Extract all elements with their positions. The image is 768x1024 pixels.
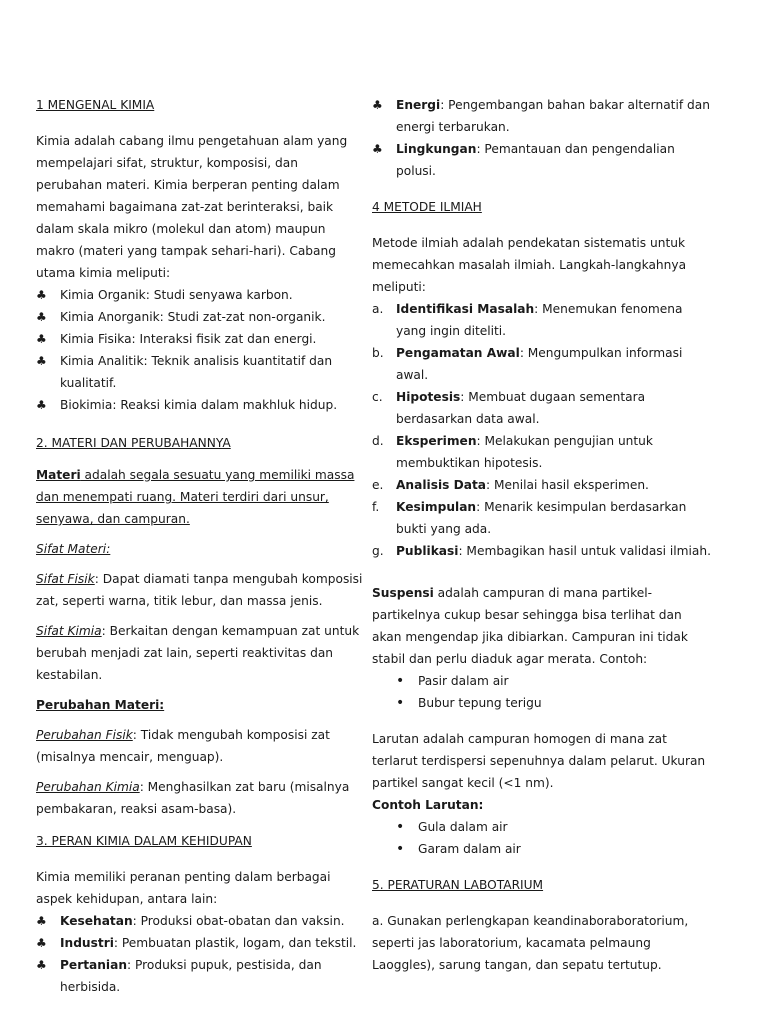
- left-column: [36, 94, 366, 998]
- perubahan-kimia-text: : Menghasilkan zat baru (misalnya pembakaran, reaksi asam-basa).: [36, 780, 350, 816]
- larutan-example-list: [372, 816, 712, 860]
- perubahan-materi-title: Perubahan Materi:: [36, 698, 165, 712]
- sifat-kimia-paragraph: [36, 620, 366, 686]
- list-item: [372, 94, 712, 138]
- sifat-kimia-term: Sifat Kimia: [36, 624, 102, 638]
- list-item: ♣ Biokimia: Reaksi kimia dalam makhluk hidup.: [36, 394, 366, 416]
- method-steps-list: [372, 298, 712, 562]
- section-5-title: 5. PERATURAN LABOTARIUM: [372, 878, 544, 892]
- list-item: [372, 386, 712, 430]
- suspensi-paragraph: [372, 582, 712, 670]
- right-column: [372, 94, 712, 976]
- list-item: [36, 910, 366, 932]
- materi-definition: [36, 464, 366, 530]
- role-text: : Pemantauan dan pengendalian polusi.: [396, 142, 675, 178]
- perubahan-kimia-term: Perubahan Kimia: [36, 780, 140, 794]
- role-term: Pertanian: [60, 958, 128, 972]
- list-item: [372, 138, 712, 182]
- perubahan-materi-heading: [36, 694, 366, 716]
- list-item: • Garam dalam air: [372, 838, 712, 860]
- step-text: : Menarik kesimpulan berdasarkan bukti yang ada.: [396, 500, 687, 536]
- section-3-title: 3. PERAN KIMIA DALAM KEHIDUPAN: [36, 834, 252, 848]
- suspensi-example-list: [372, 670, 712, 714]
- larutan-paragraph: Larutan adalah campuran homogen di mana zat terlarut terdispersi sepenuhnya dalam pelarut. Ukuran partikel sangat kecil (<1 nm).: [372, 732, 706, 790]
- step-marker: a.: [372, 302, 384, 316]
- perubahan-fisik-term: Perubahan Fisik: [36, 728, 133, 742]
- step-marker: c.: [372, 390, 383, 404]
- section-2-title: 2. MATERI DAN PERUBAHANNYA: [36, 436, 231, 450]
- role-term: Kesehatan: [60, 914, 133, 928]
- role-term: Lingkungan: [396, 142, 477, 156]
- role-text: : Pembuatan plastik, logam, dan tekstil.: [113, 936, 357, 950]
- step-term: Hipotesis: [396, 390, 461, 404]
- list-item: • Bubur tepung terigu: [372, 692, 712, 714]
- step-marker: f.: [372, 500, 380, 514]
- sifat-fisik-paragraph: [36, 568, 366, 612]
- list-item: [372, 540, 712, 562]
- role-text: : Produksi pupuk, pestisida, dan herbisida.: [60, 958, 322, 994]
- list-item: [372, 430, 712, 474]
- section-1-branch-list: [36, 284, 366, 416]
- list-item: [372, 342, 712, 386]
- step-term: Eksperimen: [396, 434, 477, 448]
- materi-definition-text: adalah segala sesuatu yang memiliki massa dan menempati ruang. Materi terdiri dari unsur, senyawa, dan campuran.: [36, 468, 355, 526]
- section-3-role-list: [36, 910, 366, 998]
- section-5-paragraph: a. Gunakan perlengkapan keandinaboraboratorium, seperti jas laboratorium, kacamata pelmaung Laoggles), sarung tangan, dan sepatu tertutup.: [372, 914, 689, 972]
- section-1-title: 1 MENGENAL KIMIA: [36, 98, 155, 112]
- step-marker: d.: [372, 434, 384, 448]
- suspensi-text: adalah campuran di mana partikel-partikelnya cukup besar sehingga bisa terlihat dan akan mengendap jika dibiarkan. Campuran ini tidak stabil dan perlu diaduk agar merata. Contoh:: [372, 586, 688, 666]
- larutan-example-label: [372, 794, 712, 816]
- section-4-title: 4 METODE ILMIAH: [372, 200, 482, 214]
- list-item: [372, 474, 712, 496]
- step-text: : Menemukan fenomena yang ingin diteliti.: [396, 302, 683, 338]
- list-item: ♣ Kimia Organik: Studi senyawa karbon.: [36, 284, 366, 306]
- list-item: [36, 954, 366, 998]
- step-term: Pengamatan Awal: [396, 346, 520, 360]
- suspensi-term: Suspensi: [372, 586, 434, 600]
- list-item: • Gula dalam air: [372, 816, 712, 838]
- step-term: Kesimpulan: [396, 500, 477, 514]
- step-text: : Membagikan hasil untuk validasi ilmiah.: [458, 544, 711, 558]
- step-text: : Mengumpulkan informasi awal.: [396, 346, 683, 382]
- larutan-label: Contoh Larutan:: [372, 798, 484, 812]
- sifat-fisik-term: Sifat Fisik: [36, 572, 95, 586]
- list-item: • Pasir dalam air: [372, 670, 712, 692]
- section-3-paragraph: Kimia memiliki peranan penting dalam berbagai aspek kehidupan, antara lain:: [36, 870, 331, 906]
- perubahan-fisik-text: : Tidak mengubah komposisi zat (misalnya mencair, menguap).: [36, 728, 330, 764]
- step-text: : Membuat dugaan sementara berdasarkan data awal.: [396, 390, 646, 426]
- step-marker: e.: [372, 478, 384, 492]
- section-1-paragraph: Kimia adalah cabang ilmu pengetahuan alam yang mempelajari sifat, struktur, komposisi, dan perubahan materi. Kimia berperan penting dalam memahami bagaimana zat-zat berinteraksi, baik dalam skala mikro (molekul dan atom) maupun makro (materi yang tampak sehari-hari). Cabang utama kimia meliputi:: [36, 134, 348, 280]
- step-term: Identifikasi Masalah: [396, 302, 535, 316]
- role-term: Industri: [60, 936, 114, 950]
- step-marker: g.: [372, 544, 384, 558]
- step-term: Publikasi: [396, 544, 459, 558]
- perubahan-kimia-paragraph: [36, 776, 366, 820]
- perubahan-fisik-paragraph: [36, 724, 366, 768]
- list-item: [372, 298, 712, 342]
- role-text: : Produksi obat-obatan dan vaksin.: [132, 914, 345, 928]
- list-item: ♣ Kimia Fisika: Interaksi fisik zat dan energi.: [36, 328, 366, 350]
- section-3-role-list-continued: [372, 94, 712, 182]
- step-marker: b.: [372, 346, 384, 360]
- list-item: ♣ Kimia Anorganik: Studi zat-zat non-organik.: [36, 306, 366, 328]
- sifat-fisik-text: : Dapat diamati tanpa mengubah komposisi zat, seperti warna, titik lebur, dan massa jenis.: [36, 572, 363, 608]
- list-item: ♣ Kimia Analitik: Teknik analisis kuantitatif dan kualitatif.: [36, 350, 366, 394]
- list-item: [36, 932, 366, 954]
- step-text: : Melakukan pengujian untuk membuktikan hipotesis.: [396, 434, 653, 470]
- role-term: Energi: [396, 98, 441, 112]
- step-text: : Menilai hasil eksperimen.: [486, 478, 649, 492]
- sifat-materi-heading: Sifat Materi:: [36, 542, 111, 556]
- role-text: : Pengembangan bahan bakar alternatif dan energi terbarukan.: [396, 98, 710, 134]
- list-item: [372, 496, 712, 540]
- step-term: Analisis Data: [396, 478, 487, 492]
- materi-term: Materi: [36, 468, 81, 482]
- sifat-kimia-text: : Berkaitan dengan kemampuan zat untuk berubah menjadi zat lain, seperti reaktivitas dan kestabilan.: [36, 624, 360, 682]
- section-4-paragraph: Metode ilmiah adalah pendekatan sistematis untuk memecahkan masalah ilmiah. Langkah-langkahnya meliputi:: [372, 236, 687, 294]
